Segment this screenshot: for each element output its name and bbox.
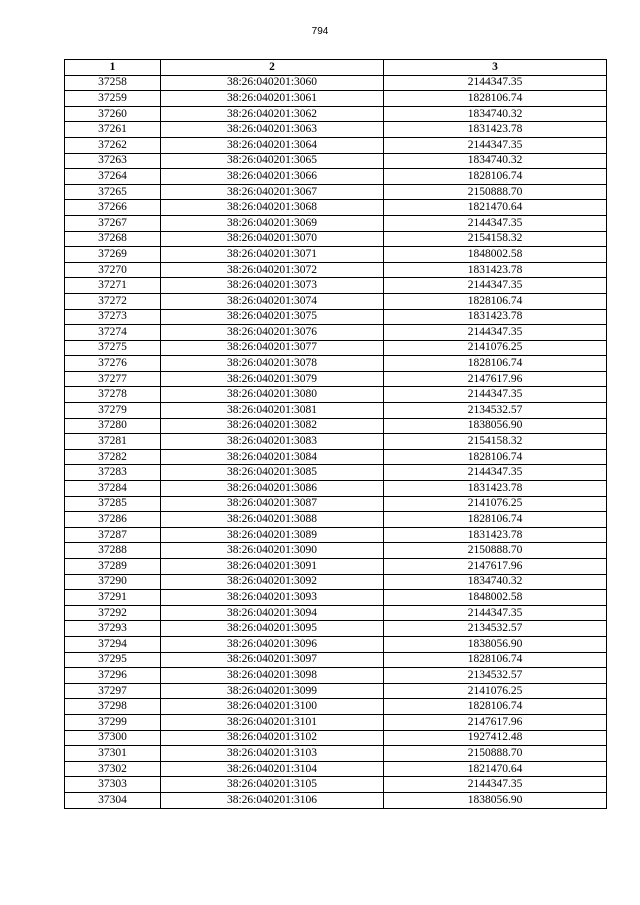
table-row (65, 403, 607, 419)
row-number-cell: 37272 (65, 293, 161, 309)
row-number-cell: 37293 (65, 621, 161, 637)
column-header-1: 1 (65, 60, 161, 76)
cadastral-number-cell: 38:26:040201:3105 (161, 777, 384, 793)
value-cell: 2144347.35 (384, 465, 607, 481)
value-cell: 2154158.32 (384, 231, 607, 247)
cadastral-number-cell: 38:26:040201:3093 (161, 590, 384, 606)
table-row (65, 512, 607, 528)
cadastral-number-cell: 38:26:040201:3096 (161, 636, 384, 652)
cadastral-number-cell: 38:26:040201:3089 (161, 527, 384, 543)
row-number-cell: 37296 (65, 668, 161, 684)
value-cell: 2144347.35 (384, 605, 607, 621)
table-row (65, 792, 607, 808)
data-table (64, 59, 607, 809)
value-cell: 1838056.90 (384, 636, 607, 652)
row-number-cell: 37295 (65, 652, 161, 668)
value-cell: 2144347.35 (384, 387, 607, 403)
value-cell: 1831423.78 (384, 309, 607, 325)
value-cell: 1828106.74 (384, 356, 607, 372)
table-row (65, 356, 607, 372)
table-row (65, 683, 607, 699)
cadastral-number-cell: 38:26:040201:3067 (161, 184, 384, 200)
table-row (65, 418, 607, 434)
cadastral-number-cell: 38:26:040201:3088 (161, 512, 384, 528)
value-cell: 2150888.70 (384, 746, 607, 762)
row-number-cell: 37290 (65, 574, 161, 590)
row-number-cell: 37278 (65, 387, 161, 403)
cadastral-number-cell: 38:26:040201:3087 (161, 496, 384, 512)
value-cell: 1828106.74 (384, 293, 607, 309)
row-number-cell: 37259 (65, 91, 161, 107)
cadastral-number-cell: 38:26:040201:3091 (161, 559, 384, 575)
table-header-row (65, 60, 607, 76)
row-number-cell: 37303 (65, 777, 161, 793)
value-cell: 1828106.74 (384, 652, 607, 668)
table-row (65, 122, 607, 138)
row-number-cell: 37301 (65, 746, 161, 762)
cadastral-number-cell: 38:26:040201:3094 (161, 605, 384, 621)
cadastral-number-cell: 38:26:040201:3064 (161, 137, 384, 153)
cadastral-number-cell: 38:26:040201:3103 (161, 746, 384, 762)
value-cell: 2134532.57 (384, 403, 607, 419)
row-number-cell: 37287 (65, 527, 161, 543)
value-cell: 1834740.32 (384, 106, 607, 122)
row-number-cell: 37266 (65, 200, 161, 216)
cadastral-number-cell: 38:26:040201:3072 (161, 262, 384, 278)
table-row (65, 465, 607, 481)
row-number-cell: 37285 (65, 496, 161, 512)
value-cell: 1821470.64 (384, 200, 607, 216)
table-row (65, 761, 607, 777)
row-number-cell: 37269 (65, 247, 161, 263)
row-number-cell: 37281 (65, 434, 161, 450)
table-row (65, 340, 607, 356)
table-row (65, 590, 607, 606)
value-cell: 2147617.96 (384, 371, 607, 387)
row-number-cell: 37258 (65, 75, 161, 91)
table-row (65, 730, 607, 746)
row-number-cell: 37275 (65, 340, 161, 356)
table-row (65, 215, 607, 231)
cadastral-number-cell: 38:26:040201:3100 (161, 699, 384, 715)
cadastral-number-cell: 38:26:040201:3073 (161, 278, 384, 294)
table-row (65, 91, 607, 107)
cadastral-number-cell: 38:26:040201:3086 (161, 481, 384, 497)
table-row (65, 278, 607, 294)
row-number-cell: 37265 (65, 184, 161, 200)
value-cell: 2141076.25 (384, 340, 607, 356)
cadastral-number-cell: 38:26:040201:3077 (161, 340, 384, 356)
row-number-cell: 37291 (65, 590, 161, 606)
table-row (65, 652, 607, 668)
value-cell: 2141076.25 (384, 683, 607, 699)
value-cell: 2144347.35 (384, 777, 607, 793)
table-row (65, 559, 607, 575)
row-number-cell: 37302 (65, 761, 161, 777)
value-cell: 1834740.32 (384, 153, 607, 169)
value-cell: 2141076.25 (384, 496, 607, 512)
cadastral-number-cell: 38:26:040201:3102 (161, 730, 384, 746)
table-row (65, 496, 607, 512)
row-number-cell: 37297 (65, 683, 161, 699)
value-cell: 1834740.32 (384, 574, 607, 590)
column-header-2: 2 (161, 60, 384, 76)
table-row (65, 371, 607, 387)
value-cell: 1848002.58 (384, 590, 607, 606)
value-cell: 1831423.78 (384, 262, 607, 278)
cadastral-number-cell: 38:26:040201:3099 (161, 683, 384, 699)
cadastral-number-cell: 38:26:040201:3066 (161, 169, 384, 185)
table-row (65, 574, 607, 590)
table-header (65, 60, 607, 76)
cadastral-number-cell: 38:26:040201:3092 (161, 574, 384, 590)
cadastral-number-cell: 38:26:040201:3068 (161, 200, 384, 216)
table-row (65, 714, 607, 730)
row-number-cell: 37289 (65, 559, 161, 575)
value-cell: 1831423.78 (384, 481, 607, 497)
row-number-cell: 37274 (65, 325, 161, 341)
row-number-cell: 37286 (65, 512, 161, 528)
value-cell: 2144347.35 (384, 215, 607, 231)
table-row (65, 543, 607, 559)
table-row (65, 434, 607, 450)
value-cell: 2150888.70 (384, 184, 607, 200)
page-number: 794 (311, 26, 329, 37)
cadastral-number-cell: 38:26:040201:3081 (161, 403, 384, 419)
row-number-cell: 37261 (65, 122, 161, 138)
cadastral-number-cell: 38:26:040201:3098 (161, 668, 384, 684)
cadastral-number-cell: 38:26:040201:3065 (161, 153, 384, 169)
cadastral-number-cell: 38:26:040201:3078 (161, 356, 384, 372)
value-cell: 1848002.58 (384, 247, 607, 263)
cadastral-number-cell: 38:26:040201:3085 (161, 465, 384, 481)
row-number-cell: 37267 (65, 215, 161, 231)
table-row (65, 184, 607, 200)
value-cell: 1831423.78 (384, 122, 607, 138)
value-cell: 1831423.78 (384, 527, 607, 543)
row-number-cell: 37284 (65, 481, 161, 497)
row-number-cell: 37262 (65, 137, 161, 153)
value-cell: 2150888.70 (384, 543, 607, 559)
table-row (65, 449, 607, 465)
table-row (65, 262, 607, 278)
row-number-cell: 37298 (65, 699, 161, 715)
row-number-cell: 37299 (65, 714, 161, 730)
table-body (65, 75, 607, 808)
table-row (65, 527, 607, 543)
row-number-cell: 37282 (65, 449, 161, 465)
value-cell: 2144347.35 (384, 278, 607, 294)
value-cell: 2144347.35 (384, 325, 607, 341)
row-number-cell: 37273 (65, 309, 161, 325)
cadastral-number-cell: 38:26:040201:3079 (161, 371, 384, 387)
value-cell: 2144347.35 (384, 75, 607, 91)
row-number-cell: 37288 (65, 543, 161, 559)
table-row (65, 137, 607, 153)
value-cell: 1828106.74 (384, 169, 607, 185)
cadastral-number-cell: 38:26:040201:3097 (161, 652, 384, 668)
table-row (65, 200, 607, 216)
table-row (65, 746, 607, 762)
value-cell: 1838056.90 (384, 792, 607, 808)
table-row (65, 605, 607, 621)
cadastral-number-cell: 38:26:040201:3063 (161, 122, 384, 138)
value-cell: 1838056.90 (384, 418, 607, 434)
cadastral-number-cell: 38:26:040201:3090 (161, 543, 384, 559)
row-number-cell: 37294 (65, 636, 161, 652)
row-number-cell: 37300 (65, 730, 161, 746)
cadastral-number-cell: 38:26:040201:3083 (161, 434, 384, 450)
table-row (65, 153, 607, 169)
cadastral-number-cell: 38:26:040201:3101 (161, 714, 384, 730)
value-cell: 1828106.74 (384, 91, 607, 107)
row-number-cell: 37304 (65, 792, 161, 808)
row-number-cell: 37263 (65, 153, 161, 169)
cadastral-number-cell: 38:26:040201:3104 (161, 761, 384, 777)
row-number-cell: 37279 (65, 403, 161, 419)
row-number-cell: 37276 (65, 356, 161, 372)
row-number-cell: 37280 (65, 418, 161, 434)
table-row (65, 247, 607, 263)
cadastral-number-cell: 38:26:040201:3082 (161, 418, 384, 434)
cadastral-number-cell: 38:26:040201:3084 (161, 449, 384, 465)
value-cell: 2134532.57 (384, 668, 607, 684)
table-row (65, 636, 607, 652)
cadastral-number-cell: 38:26:040201:3095 (161, 621, 384, 637)
table-row (65, 621, 607, 637)
value-cell: 2144347.35 (384, 137, 607, 153)
table-row (65, 668, 607, 684)
value-cell: 2154158.32 (384, 434, 607, 450)
table-row (65, 293, 607, 309)
table-row (65, 309, 607, 325)
row-number-cell: 37264 (65, 169, 161, 185)
cadastral-number-cell: 38:26:040201:3076 (161, 325, 384, 341)
table-row (65, 387, 607, 403)
value-cell: 2147617.96 (384, 714, 607, 730)
row-number-cell: 37268 (65, 231, 161, 247)
cadastral-number-cell: 38:26:040201:3069 (161, 215, 384, 231)
table-row (65, 169, 607, 185)
value-cell: 2147617.96 (384, 559, 607, 575)
cadastral-number-cell: 38:26:040201:3106 (161, 792, 384, 808)
cadastral-number-cell: 38:26:040201:3075 (161, 309, 384, 325)
column-header-3: 3 (384, 60, 607, 76)
value-cell: 1828106.74 (384, 449, 607, 465)
cadastral-number-cell: 38:26:040201:3062 (161, 106, 384, 122)
cadastral-number-cell: 38:26:040201:3074 (161, 293, 384, 309)
cadastral-number-cell: 38:26:040201:3080 (161, 387, 384, 403)
table-row (65, 699, 607, 715)
table-row (65, 777, 607, 793)
row-number-cell: 37271 (65, 278, 161, 294)
table-row (65, 75, 607, 91)
cadastral-number-cell: 38:26:040201:3071 (161, 247, 384, 263)
value-cell: 1828106.74 (384, 512, 607, 528)
cadastral-number-cell: 38:26:040201:3061 (161, 91, 384, 107)
table-row (65, 325, 607, 341)
cadastral-number-cell: 38:26:040201:3060 (161, 75, 384, 91)
value-cell: 1828106.74 (384, 699, 607, 715)
value-cell: 1927412.48 (384, 730, 607, 746)
table-row (65, 481, 607, 497)
row-number-cell: 37260 (65, 106, 161, 122)
row-number-cell: 37292 (65, 605, 161, 621)
table-row (65, 106, 607, 122)
value-cell: 1821470.64 (384, 761, 607, 777)
cadastral-number-cell: 38:26:040201:3070 (161, 231, 384, 247)
table-row (65, 231, 607, 247)
row-number-cell: 37270 (65, 262, 161, 278)
value-cell: 2134532.57 (384, 621, 607, 637)
row-number-cell: 37283 (65, 465, 161, 481)
row-number-cell: 37277 (65, 371, 161, 387)
